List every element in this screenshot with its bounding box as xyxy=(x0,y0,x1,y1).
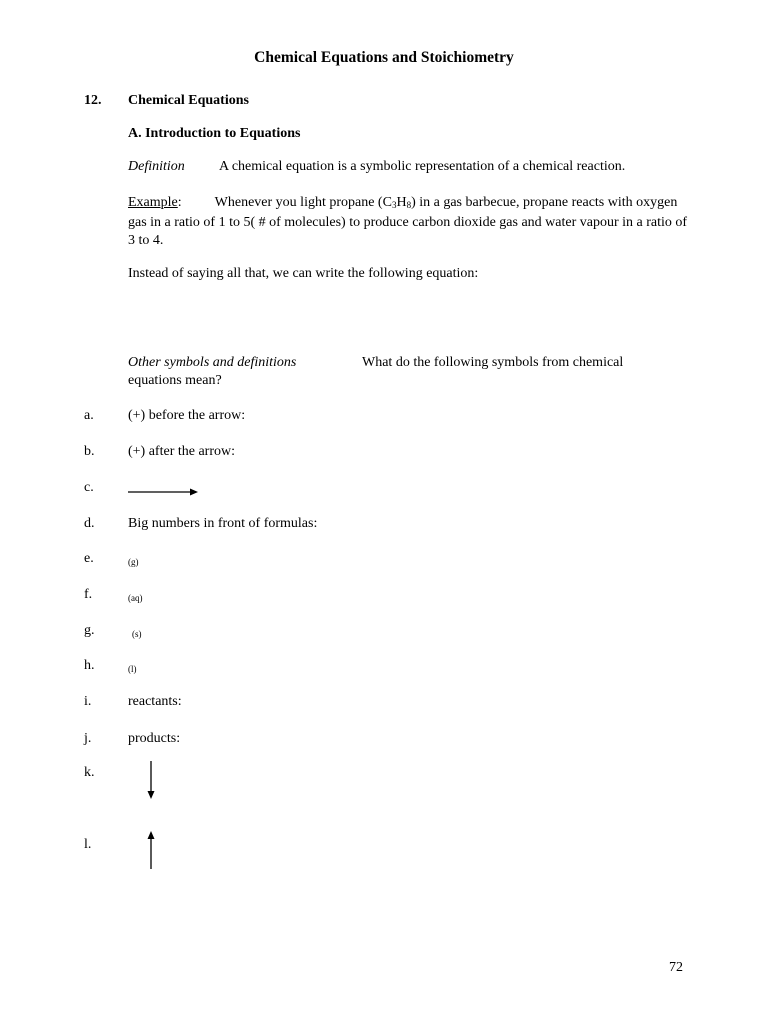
item-letter: e. xyxy=(84,551,94,566)
item-text: (aq) xyxy=(128,593,143,603)
item-letter: c. xyxy=(84,480,94,495)
example-label: Example xyxy=(128,195,178,210)
item-text: (+) after the arrow: xyxy=(128,444,236,459)
item-letter: l. xyxy=(84,837,92,852)
item-letter: i. xyxy=(84,694,92,709)
definition-text: A chemical equation is a symbolic representation of a chemical reaction. xyxy=(219,159,626,174)
item-text: (+) before the arrow: xyxy=(128,408,246,423)
definition-label: Definition xyxy=(128,159,185,174)
item-letter: a. xyxy=(84,408,94,423)
item-letter: k. xyxy=(84,765,95,780)
example-paragraph: Example: Whenever you light propane $(C_3H_8)$ in a gas barbecue, propane reacts with oxygen gas in a ratio of 1 to 5( # of molecules) to produce carbon dioxide gas and water vapour in a ratio of 3 to 4. xyxy=(128,195,688,248)
item-text: reactants: xyxy=(128,694,182,709)
other-symbols-label: Other symbols and definitions xyxy=(128,355,297,370)
symbols-question-line2: equations mean? xyxy=(128,373,222,388)
item-letter: h. xyxy=(84,658,95,673)
item-letter: g. xyxy=(84,623,95,638)
item-text: (l) xyxy=(128,664,137,674)
section-title: Chemical Equations xyxy=(128,93,249,108)
item-text: products: xyxy=(128,731,181,746)
item-text: Big numbers in front of formulas: xyxy=(128,516,318,531)
item-text: (s) xyxy=(132,629,142,639)
symbols-question-line1: What do the following symbols from chemical xyxy=(362,355,624,370)
page-title: Chemical Equations and Stoichiometry xyxy=(254,49,514,66)
item-letter: j. xyxy=(84,731,92,746)
subsection-title: A. Introduction to Equations xyxy=(128,126,301,141)
up-arrow-icon xyxy=(144,829,158,869)
item-letter: d. xyxy=(84,516,95,531)
right-arrow-icon xyxy=(128,486,200,498)
instead-text: Instead of saying all that, we can write the following equation: xyxy=(128,266,479,281)
item-text: (g) xyxy=(128,557,139,567)
item-letter: b. xyxy=(84,444,95,459)
section-number: 12. xyxy=(84,93,102,108)
page-number: 72 xyxy=(669,960,683,975)
item-letter: f. xyxy=(84,587,93,602)
down-arrow-icon xyxy=(144,761,158,801)
